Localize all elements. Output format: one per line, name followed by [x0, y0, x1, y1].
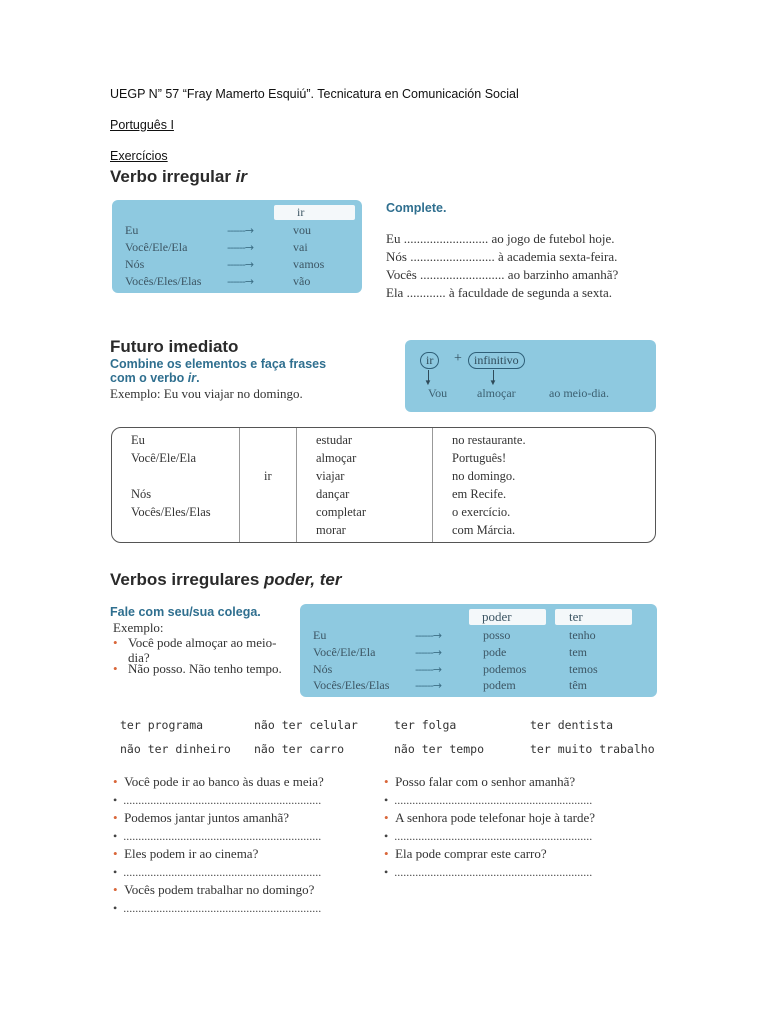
complete-line-3: Ela ............ à faculdade de segunda a sexta.	[386, 285, 612, 300]
ter-form-3: têm	[569, 678, 587, 692]
section-title: Exercícios	[110, 149, 168, 163]
left-question-1-text: Podemos jantar juntos amanhã?	[124, 810, 290, 825]
phrase-1-0: não ter dinheiro	[120, 742, 231, 756]
bullet-icon: •	[384, 865, 389, 879]
ir-pronoun-3: Vocês/Eles/Elas	[125, 274, 202, 288]
ter-form-2: temos	[569, 662, 598, 676]
answer-dots: ..................................................................	[123, 793, 322, 807]
grid-pronoun	[131, 467, 211, 485]
complete-title: Complete.	[386, 201, 447, 215]
ter-form-1: tem	[569, 645, 587, 659]
grid-pronouns	[131, 431, 211, 521]
answer-dots: ..................................................................	[394, 793, 593, 807]
grid-divider-1	[239, 428, 240, 542]
grid-infinitive: completar	[316, 505, 366, 519]
poder-example-2-text: Não posso. Não tenho tempo.	[128, 661, 282, 676]
bullet-icon: •	[113, 635, 118, 650]
left-question-2-text: Eles podem ir ao cinema?	[124, 846, 259, 861]
complete-line-1: Nós .......................... à academia sexta-feira.	[386, 249, 618, 264]
grid-pronoun: Eu	[131, 433, 145, 447]
grid-infinitive: almoçar	[316, 451, 357, 465]
bullet-icon: •	[113, 882, 118, 897]
answer-dots: ..................................................................	[123, 901, 322, 915]
ir-pronoun-1: Você/Ele/Ela	[125, 240, 188, 254]
poder-example-label: Exemplo:	[113, 620, 164, 635]
ir-column-header-box	[274, 205, 355, 220]
futuro-instruction-2-verb: ir	[187, 371, 197, 385]
bullet-icon: •	[384, 774, 389, 789]
verb-ir-title	[110, 167, 247, 187]
ir-column-header: ir	[297, 205, 305, 219]
grid-pronoun: Você/Ele/Ela	[131, 451, 197, 465]
verb-ir-title-prefix: Verbo irregular	[110, 167, 236, 186]
bullet-icon: •	[113, 810, 118, 825]
futuro-example: Exemplo: Eu vou viajar no domingo.	[110, 386, 303, 401]
formula-arrow-down-icon-1: ▼	[424, 378, 432, 387]
grid-complement: Português!	[452, 451, 507, 465]
left-question-0-text: Você pode ir ao banco às duas e meia?	[124, 774, 324, 789]
answer-line[interactable]	[384, 793, 592, 808]
futuro-title-text: Futuro imediato	[110, 337, 239, 356]
right-question-1	[384, 810, 595, 826]
bullet-icon: •	[113, 793, 118, 807]
formula-vou: Vou	[428, 386, 448, 400]
grid-infinitive: estudar	[316, 433, 353, 447]
complete-line-0: Eu .......................... ao jogo de futebol hoje.	[386, 231, 615, 246]
grid-complement: com Márcia.	[452, 523, 516, 537]
grid-complements	[452, 431, 526, 539]
poder-header: poder	[482, 609, 512, 624]
answer-dots: ..................................................................	[394, 829, 593, 843]
poder-ter-title-prefix: Verbos irregulares	[110, 570, 265, 589]
answer-line[interactable]	[113, 901, 321, 916]
formula-rest: ao meio-dia.	[549, 386, 609, 400]
ir-arrow-2: ------→	[227, 258, 254, 271]
grid-infinitives	[316, 431, 366, 539]
grid-pronoun: Nós	[131, 487, 152, 501]
left-question-3	[113, 882, 314, 898]
poder-form-3: podem	[483, 678, 516, 692]
formula-almocar: almoçar	[477, 386, 516, 400]
answer-line[interactable]	[384, 865, 592, 880]
right-question-2	[384, 846, 547, 862]
formula-box	[405, 340, 656, 412]
grid-complement: em Recife.	[452, 487, 507, 501]
ter-header-box	[555, 609, 632, 625]
left-question-3-text: Vocês podem trabalhar no domingo?	[124, 882, 315, 897]
verb-ir-title-verb: ir	[235, 167, 248, 186]
futuro-instruction-2-prefix: com o verbo	[110, 371, 188, 385]
formula-arrow-down-icon-2: ▼	[489, 378, 497, 387]
bullet-icon: •	[384, 846, 389, 861]
pt-arrow-1: ------→	[415, 646, 442, 659]
phrase-1-2: não ter tempo	[394, 742, 485, 756]
futuro-instruction-1: Combine os elementos e faça frases	[110, 357, 327, 371]
formula-infinitivo: infinitivo	[468, 352, 525, 369]
right-question-0	[384, 774, 575, 790]
answer-dots: ..................................................................	[123, 829, 322, 843]
grid-pronoun: Vocês/Eles/Elas	[131, 505, 211, 519]
left-question-1	[113, 810, 289, 826]
bullet-icon: •	[384, 829, 389, 843]
phrase-1-3: ter muito trabalho	[530, 742, 655, 756]
poder-form-2: podemos	[483, 662, 527, 676]
talk-title: Fale com seu/sua colega.	[110, 605, 261, 619]
ir-arrow-1: ------→	[227, 241, 254, 254]
bullet-icon: •	[113, 901, 118, 915]
formula-ir: ir	[420, 352, 439, 369]
futuro-instruction-2-suffix: .	[196, 371, 200, 385]
ir-arrow-3: ------→	[227, 275, 254, 288]
institution-header: UEGP N” 57 “Fray Mamerto Esquiú”. Tecnicatura en Comunicación Social	[110, 87, 519, 101]
ir-form-1: vai	[293, 240, 308, 254]
phrase-1-1: não ter carro	[254, 742, 345, 756]
poder-form-0: posso	[483, 628, 511, 642]
pt-pronoun-3: Vocês/Eles/Elas	[313, 678, 390, 692]
grid-complement: no restaurante.	[452, 433, 526, 447]
bullet-icon: •	[113, 846, 118, 861]
poder-ter-title	[110, 570, 342, 590]
ter-header: ter	[569, 609, 583, 624]
grid-infinitive: viajar	[316, 469, 345, 483]
grid-divider-2	[296, 428, 297, 542]
grid-infinitive: morar	[316, 523, 346, 537]
futuro-instruction-2	[110, 371, 200, 385]
grid-verb: ir	[264, 469, 272, 483]
bullet-icon: •	[384, 793, 389, 807]
formula-plus: +	[454, 351, 462, 366]
answer-dots: ..................................................................	[394, 865, 593, 879]
left-question-2	[113, 846, 258, 862]
phrase-0-0: ter programa	[120, 718, 204, 732]
bullet-icon: •	[113, 774, 118, 789]
poder-form-1: pode	[483, 645, 507, 659]
poder-example-1-text: Você pode almoçar ao meio-dia?	[128, 635, 277, 665]
answer-line[interactable]	[113, 793, 321, 808]
right-question-2-text: Ela pode comprar este carro?	[395, 846, 547, 861]
pt-arrow-0: ------→	[415, 629, 442, 642]
pt-pronoun-0: Eu	[313, 628, 327, 642]
right-question-1-text: A senhora pode telefonar hoje à tarde?	[395, 810, 596, 825]
bullet-icon: •	[113, 829, 118, 843]
answer-line[interactable]	[113, 829, 321, 844]
ir-form-3: vão	[293, 274, 311, 288]
ir-form-0: vou	[293, 223, 311, 237]
answer-line[interactable]	[113, 865, 321, 880]
phrase-0-1: não ter celular	[254, 718, 358, 732]
ter-form-0: tenho	[569, 628, 596, 642]
left-question-0	[113, 774, 324, 790]
pt-arrow-2: ------→	[415, 663, 442, 676]
pt-pronoun-2: Nós	[313, 662, 333, 676]
pt-pronoun-1: Você/Ele/Ela	[313, 645, 376, 659]
answer-dots: ..................................................................	[123, 865, 322, 879]
poder-example-2	[113, 661, 283, 676]
bullet-icon: •	[113, 865, 118, 879]
grid-complement: no domingo.	[452, 469, 516, 483]
right-question-0-text: Posso falar com o senhor amanhã?	[395, 774, 576, 789]
ir-arrow-0: ------→	[227, 224, 254, 237]
ir-pronoun-2: Nós	[125, 257, 145, 271]
poder-ter-title-verbs: poder, ter	[264, 570, 342, 589]
answer-line[interactable]	[384, 829, 592, 844]
phrase-0-3: ter dentista	[530, 718, 614, 732]
ir-form-2: vamos	[293, 257, 325, 271]
futuro-title	[110, 337, 238, 357]
pt-arrow-3: ------→	[415, 679, 442, 692]
bullet-icon: •	[384, 810, 389, 825]
grid-complement: o exercício.	[452, 505, 511, 519]
phrase-0-2: ter folga	[394, 718, 457, 732]
ir-pronoun-0: Eu	[125, 223, 139, 237]
bullet-icon: •	[113, 661, 118, 676]
grid-divider-3	[432, 428, 433, 542]
course-title: Português I	[110, 118, 174, 132]
complete-line-2: Vocês .......................... ao barzinho amanhã?	[386, 267, 619, 282]
grid-infinitive: dançar	[316, 487, 350, 501]
